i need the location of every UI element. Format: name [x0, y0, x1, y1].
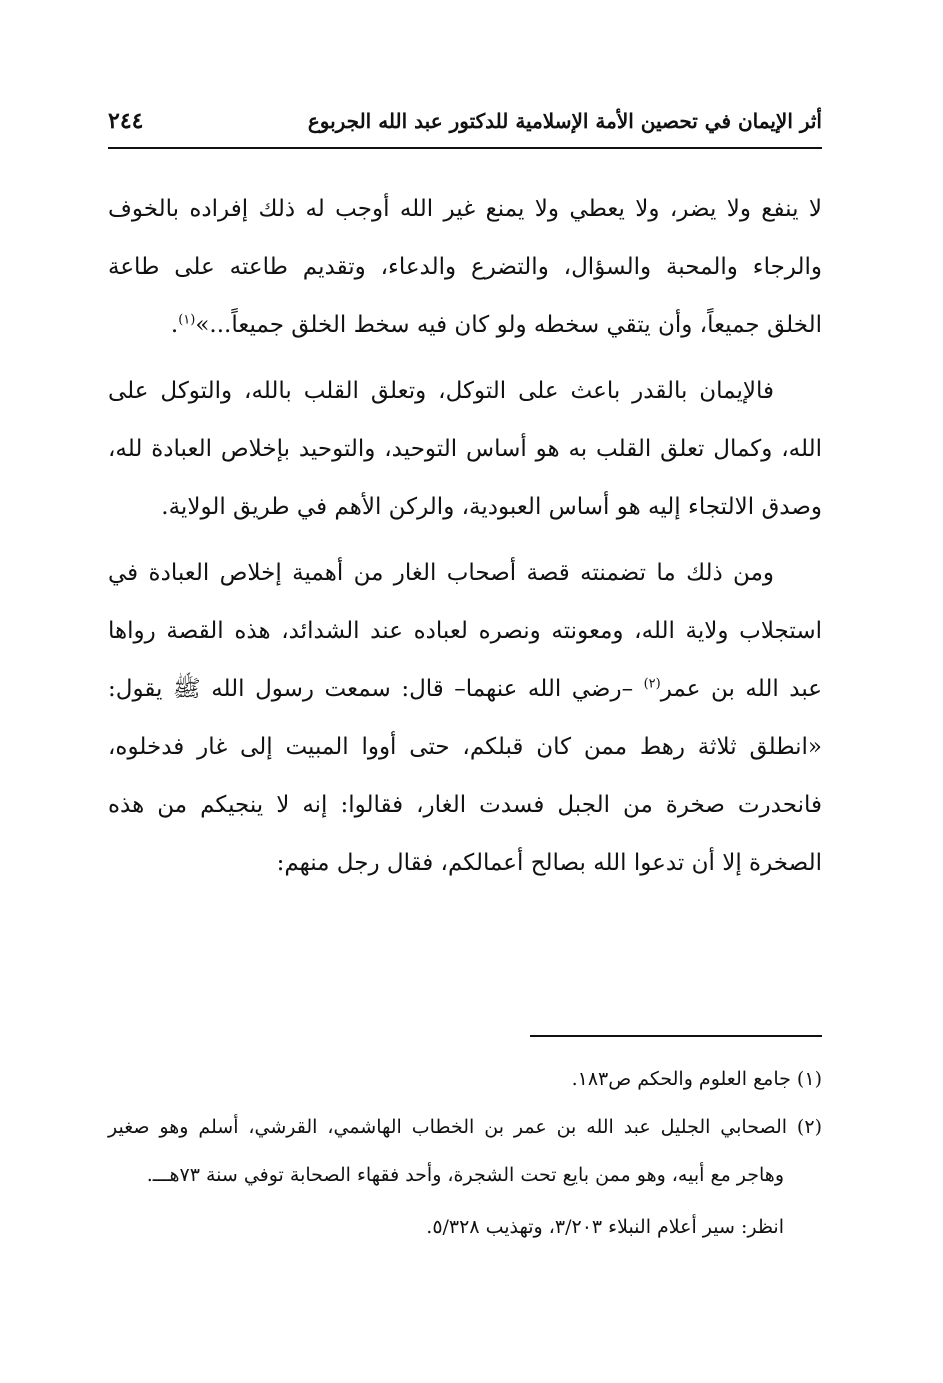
paragraph-3	[108, 544, 822, 892]
paragraph-2: فالإيمان بالقدر باعث على التوكل، وتعلق القلب بالله، والتوكل على الله، وكمال تعلق القلب به هو أساس التوحيد، والتوحيد بإخلاص العبادة لله، وصدق الالتجاء إليه هو أساس العبودية، والركن الأهم في طريق الولاية.	[108, 378, 822, 520]
footnote-ref-2: (٢)	[643, 676, 661, 692]
footnotes	[108, 1055, 822, 1251]
paragraph-1-end: .	[170, 312, 179, 338]
footnote-separator	[530, 1035, 822, 1037]
paragraph-3-text-a: ومن ذلك ما تضمنته قصة أصحاب الغار من أهمية إخلاص العبادة في استجلاب ولاية الله، ومعونته ونصره لعباده عند الشدائد، هذه القصة رواها عبد الله بن عمر	[108, 560, 822, 702]
paragraph-3-text-b: –رضي الله عنهما– قال: سمعت رسول الله ﷺ يقول: «انطلق ثلاثة رهط ممن كان قبلكم، حتى أووا المبيت إلى غار فدخلوه، فانحدرت صخرة من الجبل فسدت الغار، فقالوا: إنه لا ينجيكم من هذه الصخرة إلا أن تدعوا الله بصالح أعمالكم، فقال رجل منهم:	[108, 676, 822, 876]
paragraph-1	[108, 180, 822, 354]
running-title: أثر الإيمان في تحصين الأمة الإسلامية للدكتور عبد الله الجربوع	[307, 109, 822, 133]
page-number: ٢٤٤	[108, 108, 144, 134]
header-rule	[108, 147, 822, 149]
footnote-ref-1: (١)	[178, 312, 196, 328]
main-text	[108, 180, 822, 900]
footnote-1: (١) جامع العلوم والحكم ص١٨٣.	[571, 1068, 822, 1090]
paragraph-1-text: لا ينفع ولا يضر، ولا يعطي ولا يمنع غير الله أوجب له ذلك إفراده بالخوف والرجاء والمحبة والسؤال، والتضرع والدعاء، وتقديم طاعته على طاعة الخلق جميعاً، وأن يتقي سخطه ولو كان فيه سخط الخلق جميعاً...»	[108, 196, 822, 338]
footnote-2-sources: انظر: سير أعلام النبلاء ٣/٢٠٣، وتهذيب ٥/٣٢٨.	[426, 1216, 784, 1238]
page-header	[108, 98, 822, 144]
footnote-2: (٢) الصحابي الجليل عبد الله بن عمر بن الخطاب الهاشمي، القرشي، أسلم وهو صغير وهاجر مع أبيه، وهو ممن بايع تحت الشجرة، وأحد فقهاء الصحابة توفي سنة ٧٣هـــ.	[108, 1116, 822, 1186]
